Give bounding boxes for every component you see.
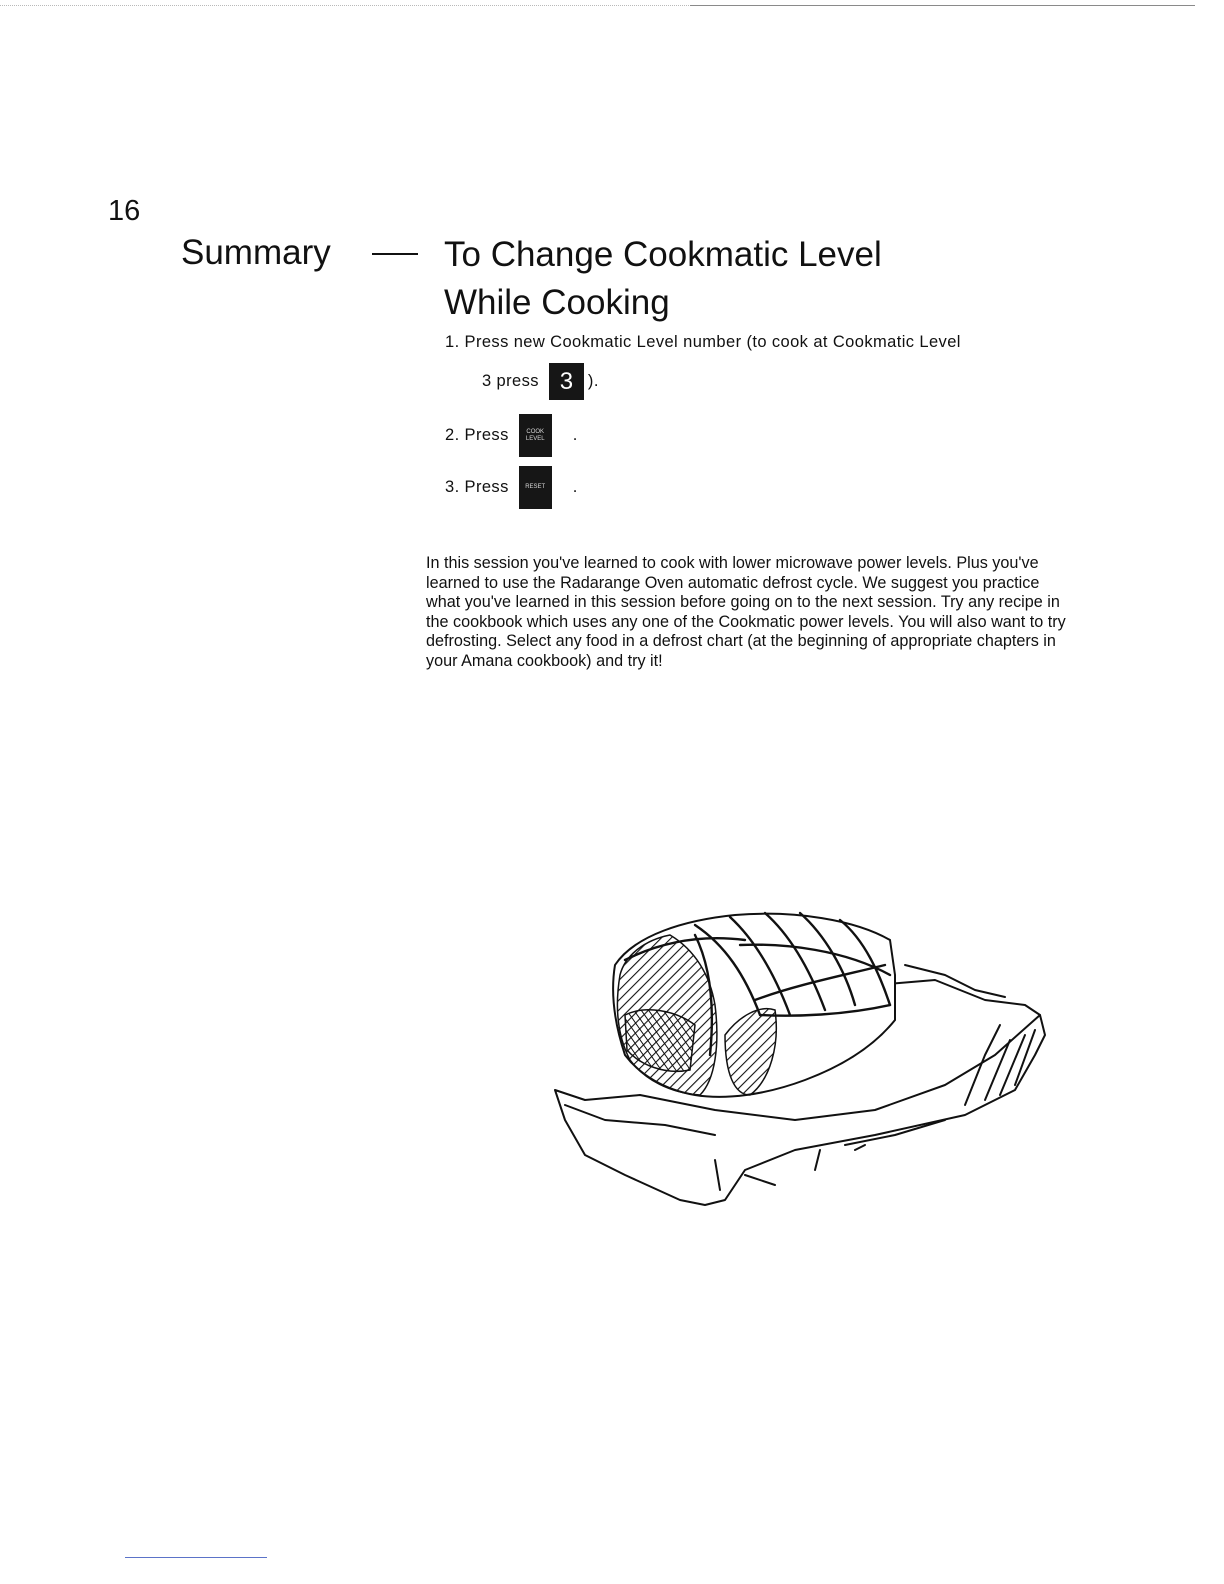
step-1-suffix: ). <box>587 372 599 390</box>
section-label: Summary <box>181 233 331 272</box>
reset-key-text: RESET <box>525 484 546 490</box>
page-title-line1: To Change Cookmatic Level <box>444 235 882 274</box>
step-3 <box>445 466 578 509</box>
bottom-rule <box>125 1557 267 1558</box>
step-1-prefix: 3 press <box>482 372 539 390</box>
step-1-line-1: 1. Press new Cookmatic Level number (to cook at Cookmatic Level <box>445 333 961 351</box>
page-title <box>444 231 882 327</box>
cook-level-key-line1: COOK <box>526 429 545 435</box>
step-3-label: 3. Press <box>445 478 509 496</box>
step-2-label: 2. Press <box>445 426 509 444</box>
step-1-line-2 <box>482 363 599 400</box>
summary-paragraph: In this session you've learned to cook with lower microwave power levels. Plus you've learned to use the Radarange Oven automatic defrost cycle. We suggest you practice what you've learned in this session before going on to the next session. Try any recipe in the cookbook which uses any one of the Cookmatic power levels. You will also want to try defrosting. Select any food in a defrost chart (at the beginning of appropriate chapters in your Amana cookbook) and try it! <box>426 554 1066 670</box>
step-3-period: . <box>572 478 578 496</box>
roast-in-dish-icon <box>545 905 1055 1210</box>
reset-key-icon <box>519 466 552 509</box>
cook-level-key-text <box>519 429 552 443</box>
cook-level-key-line2: LEVEL <box>525 436 545 442</box>
key-3-icon: 3 <box>549 363 584 400</box>
page-number: 16 <box>108 195 141 227</box>
page-title-line2: While Cooking <box>444 283 670 322</box>
step-2 <box>445 414 578 457</box>
top-scan-rule-solid <box>690 5 1195 6</box>
title-dash <box>372 253 418 255</box>
step-2-period: . <box>572 426 578 444</box>
cook-level-key-icon <box>519 414 552 457</box>
